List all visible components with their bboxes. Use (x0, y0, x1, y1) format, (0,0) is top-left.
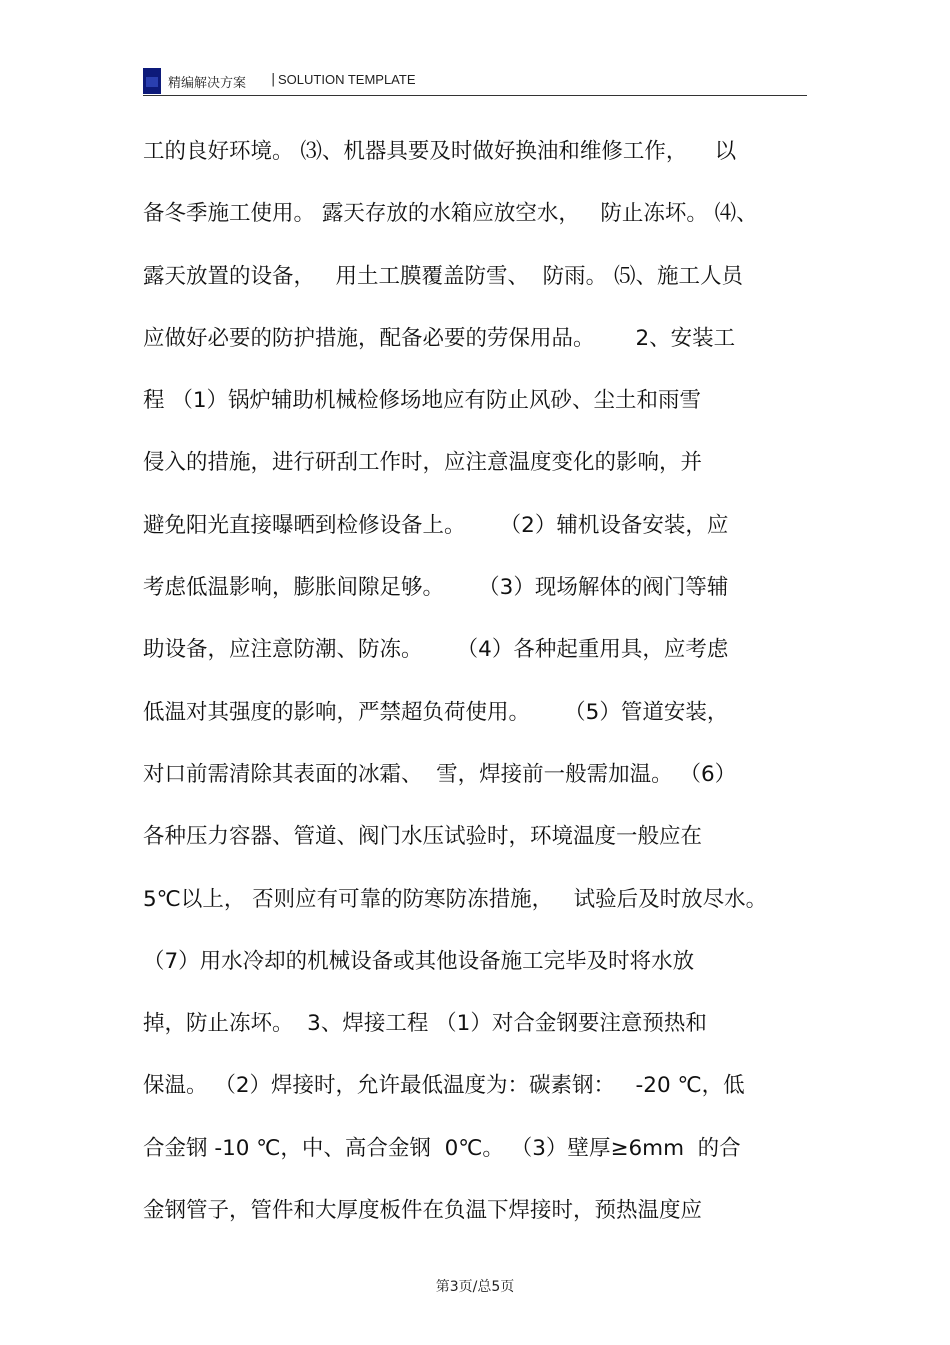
logo-icon (143, 68, 161, 94)
document-body (143, 132, 807, 1253)
text-line: 金钢管子，管件和大厚度板件在负温下焊接时，预热温度应 (143, 1198, 703, 1224)
text-line: 各种压力容器、管道、阀门水压试验时，环境温度一般应在 (143, 824, 703, 850)
header-template: SOLUTION TEMPLATE (278, 72, 416, 87)
header-rule (143, 95, 807, 96)
text-line: 5℃以上， 否则应有可靠的防寒防冻措施， 试验后及时放尽水。 (143, 886, 768, 912)
text-line: 低温对其强度的影响，严禁超负荷使用。 （5）管道安装， (143, 699, 729, 725)
text-line: 程 （1）锅炉辅助机械检修场地应有防止风砂、尘土和雨雪 (143, 388, 702, 414)
text-line: 保温。 （2）焊接时，允许最低温度为：碳素钢： -20 ℃，低 (143, 1073, 745, 1099)
text-line: 应做好必要的防护措施，配备必要的劳保用品。 2、安装工 (143, 325, 736, 351)
text-line: 露天放置的设备， 用土工膜覆盖防雪、 防雨。 ⑸、施工人员 (143, 263, 744, 289)
text-line: 合金钢 -10 ℃，中、高合金钢 0℃。 （3）壁厚≥6mm 的合 (143, 1135, 741, 1161)
text-line: 助设备，应注意防潮、防冻。 （4）各种起重用具，应考虑 (143, 637, 729, 663)
text-line: 避免阳光直接曝晒到检修设备上。 （2）辅机设备安装，应 (143, 512, 729, 538)
header-separator: | (271, 72, 276, 87)
text-line: 考虑低温影响，膨胀间隙足够。 （3）现场解体的阀门等辅 (143, 575, 729, 601)
text-line: （7）用水冷却的机械设备或其他设备施工完毕及时将水放 (143, 948, 695, 974)
text-line: 掉，防止冻坏。 3、焊接工程 （1）对合金钢要注意预热和 (143, 1011, 707, 1037)
header-brand: 精编解决方案 (168, 76, 247, 91)
text-line: 侵入的措施，进行研刮工作时，应注意温度变化的影响，并 (143, 450, 703, 476)
text-line: 工的良好环境。 ⑶、机器具要及时做好换油和维修工作， 以 (143, 139, 737, 164)
page-header (143, 66, 807, 96)
text-line: 备冬季施工使用。 露天存放的水箱应放空水， 防止冻坏。 ⑷、 (143, 201, 758, 227)
page-number: 第3页/总5页 (435, 1279, 515, 1295)
text-line: 对口前需清除其表面的冰霜、 雪，焊接前一般需加温。 （6） (143, 761, 737, 787)
